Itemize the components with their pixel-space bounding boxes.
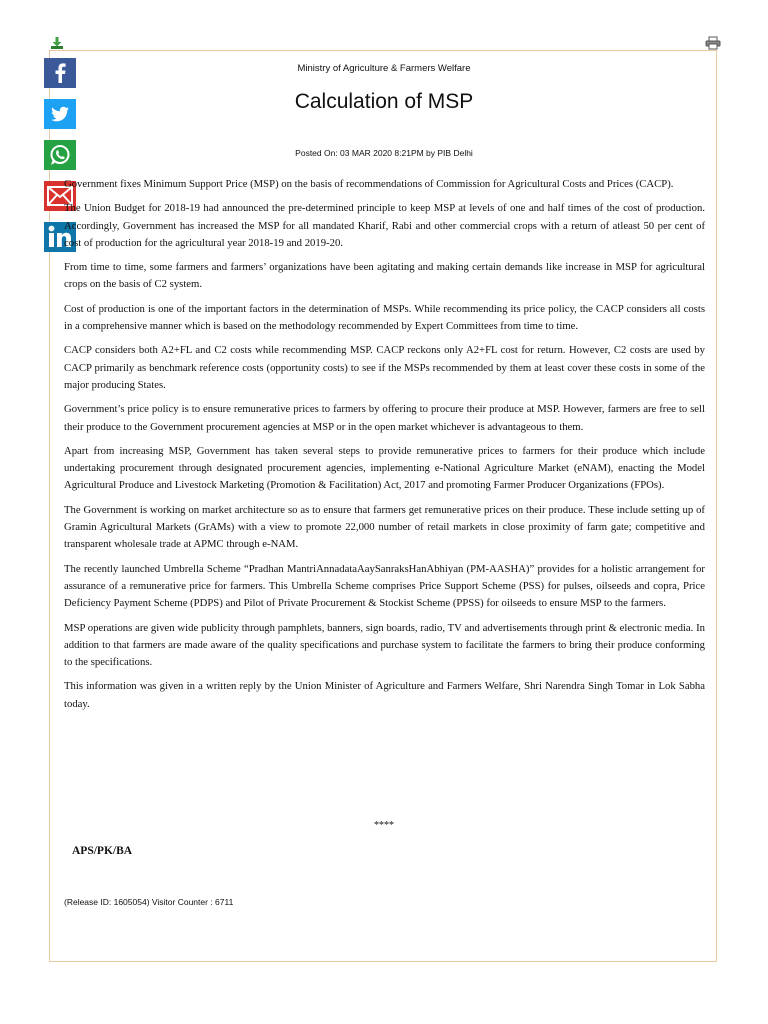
release-footer: (Release ID: 1605054) Visitor Counter : 6711 bbox=[64, 897, 234, 907]
download-icon[interactable] bbox=[50, 36, 64, 50]
signature: APS/PK/BA bbox=[72, 845, 133, 857]
separator: **** bbox=[374, 820, 394, 831]
paragraph: The Union Budget for 2018-19 had announced the pre-determined principle to keep MSP at levels of one and half times of the cost of production. Accordingly, Government has increased the MSP for all mandated Kharif, Rabi and other commercial crops with a return of atleast 50 per cent of cost of production for the agricultural year 2018-19 and 2019-20. bbox=[64, 202, 705, 249]
paragraph: Cost of production is one of the important factors in the determination of MSPs. While recommending its price policy, the CACP considers all costs in a comprehensive manner which is based on the methodology recommended by Expert Committees from time to time. bbox=[64, 302, 705, 333]
release-body bbox=[64, 176, 705, 720]
paragraph: This information was given in a written reply by the Union Minister of Agriculture and Farmers Welfare, Shri Narendra Singh Tomar in Lok Sabha today. bbox=[64, 680, 705, 710]
ministry-name: Ministry of Agriculture & Farmers Welfare bbox=[297, 63, 471, 74]
paragraph: Government’s price policy is to ensure remunerative prices to farmers by offering to procure their produce at MSP. However, farmers are free to sell their produce to the Government procurement agencies at MSP or in the open market whichever is advantageous to them. bbox=[64, 403, 705, 433]
paragraph: The Government is working on market architecture so as to ensure that farmers get remunerative prices on their produce. These include setting up of Gramin Agricultural Markets (GrAMs) with a view to promote 22,000 number of retail markets in close proximity of farm gate; competitive and transparent wholesale trade at APMC through e-NAM. bbox=[64, 503, 705, 551]
paragraph: Apart from increasing MSP, Government has taken several steps to provide remunerative prices to farmers for their produce which include undertaking procurement through designated procurement agencies, implementing e-National Agriculture Market (eNAM), enacting the Model Agricultural Produce and Livestock Marketing (Promotion & Facilitation) Act, 2017 and promoting Farmer Producer Organizations (FPOs). bbox=[64, 444, 705, 492]
paragraph: MSP operations are given wide publicity through pamphlets, banners, sign boards, radio, TV and advertisements through print & electronic media. In addition to that farmers are made aware of the quality specifications and purchase system to facilitate the farmers to bring their produce conforming to the specifications. bbox=[64, 621, 705, 669]
print-icon[interactable] bbox=[705, 36, 721, 50]
paragraph: From time to time, some farmers and farmers’ organizations have been agitating and making certain demands like increase in MSP for agricultural crops on the basis of C2 system. bbox=[64, 261, 705, 291]
paragraph: The recently launched Umbrella Scheme “Pradhan MantriAnnadataAaySanraksHanAbhiyan (PM-AASHA)” provides for a holistic arrangement for assurance of a remunerative price for farmers. This Umbrella Scheme comprises Price Support Scheme (PSS) for pulses, oilseeds and copra, Price Deficiency Payment Scheme (PDPS) and Pilot of Private Procurement & Stockist Scheme (PPSS) for oilseeds to ensure MSP to the farmers. bbox=[64, 562, 705, 610]
paragraph: CACP considers both A2+FL and C2 costs while recommending MSP. CACP reckons only A2+FL cost for return. However, C2 costs are used by CACP primarily as benchmark reference costs (opportunity costs) to see if the MSPs recommended by them at least cover these costs in some of the major producing States. bbox=[64, 344, 705, 391]
posted-on: Posted On: 03 MAR 2020 8:21PM by PIB Delhi bbox=[295, 148, 473, 158]
page-title: Calculation of MSP bbox=[294, 90, 474, 113]
paragraph: Government fixes Minimum Support Price (MSP) on the basis of recommendations of Commission for Agricultural Costs and Prices (CACP). bbox=[64, 178, 674, 190]
